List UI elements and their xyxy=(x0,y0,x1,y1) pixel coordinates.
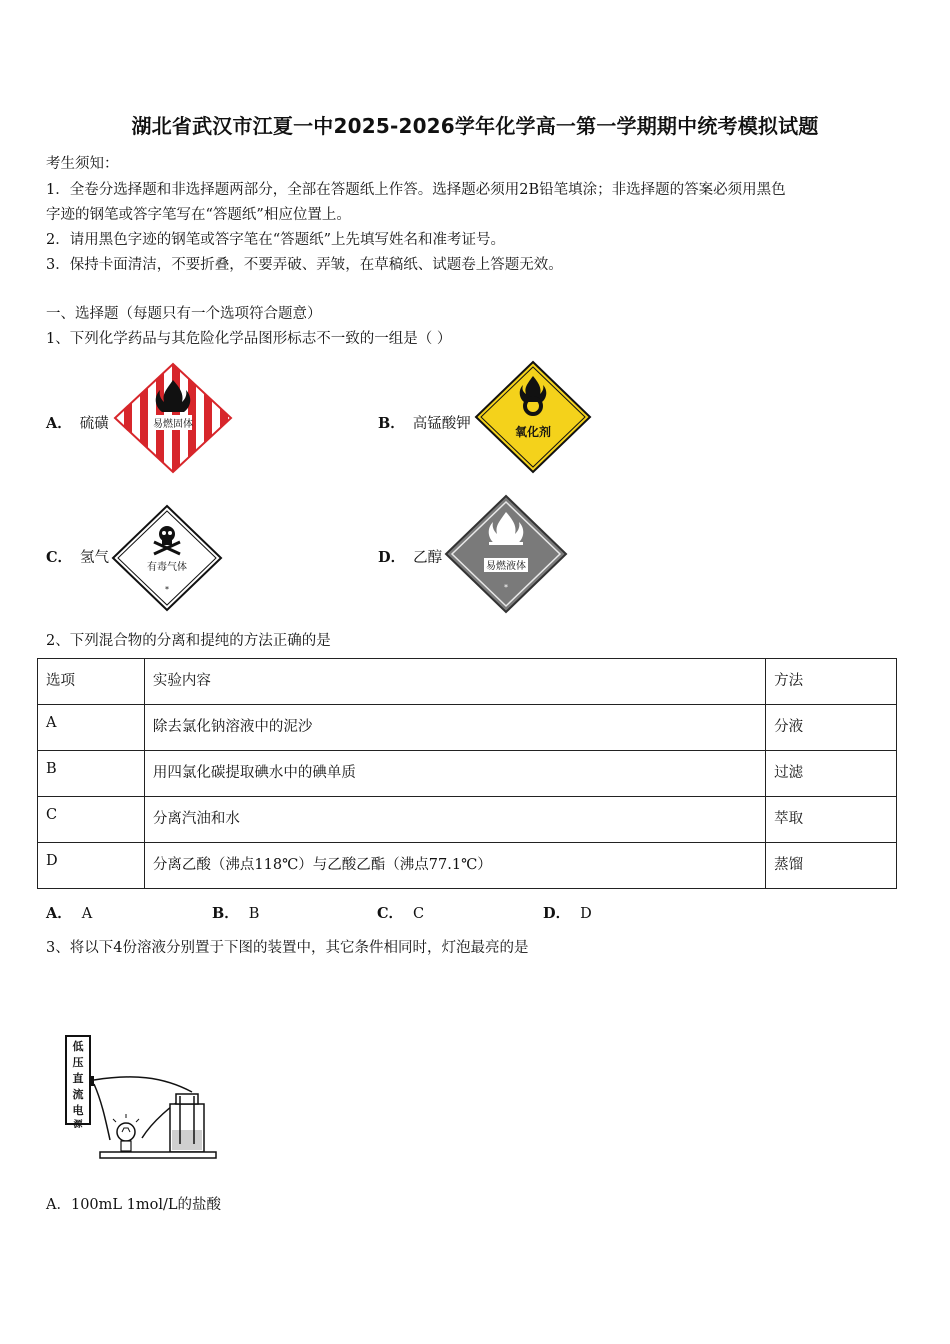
page-title: 湖北省武汉市江夏一中2025-2026学年化学高一第一学期期中统考模拟试题 xyxy=(131,114,819,138)
q2-answer-b-text: B xyxy=(248,906,260,922)
q2-answer-d-text: D xyxy=(580,906,592,922)
q2-answer-c-letter: C． xyxy=(377,905,404,922)
notice-heading: 考生须知： xyxy=(46,156,119,172)
q1-option-c xyxy=(46,546,109,567)
q1-option-c-text: 氢气 xyxy=(80,550,110,566)
oxidizer-sign-icon xyxy=(474,360,592,474)
q3-stem: 3、将以下4份溶液分别置于下图的装置中，其它条件相同时，灯泡最亮的是 xyxy=(46,940,529,956)
table-cell: 萃取 xyxy=(766,797,897,843)
q2-answer-d-letter: D． xyxy=(543,905,571,922)
q2-answer-a xyxy=(46,902,92,923)
q1-option-d xyxy=(378,546,442,567)
svg-text:源: 源 xyxy=(73,1120,83,1130)
svg-text:电: 电 xyxy=(72,1104,84,1117)
q2-answer-b xyxy=(212,902,259,923)
q2-answer-d xyxy=(543,902,592,923)
table-row xyxy=(38,843,897,889)
notice-item-3: 3．保持卡面清洁，不要折叠，不要弄破、弄皱，在草稿纸、试题卷上答题无效。 xyxy=(46,257,563,273)
notice-item-2: 2．请用黑色字迹的钢笔或答字笔在“答题纸”上先填写姓名和准考证号。 xyxy=(46,232,506,248)
conductivity-apparatus-icon xyxy=(62,1032,246,1170)
q1-option-d-letter: D． xyxy=(378,549,406,566)
table-cell: 除去氯化钠溶液中的泥沙 xyxy=(144,705,765,751)
table-cell: C xyxy=(38,797,145,843)
q1-option-b-text: 高锰酸钾 xyxy=(412,416,471,432)
table-header-cell: 实验内容 xyxy=(144,659,765,705)
sign-d-text: 易燃液体 xyxy=(486,561,526,572)
notice-item-1: 1．全卷分选择题和非选择题两部分，全部在答题纸上作答。选择题必须用2B铅笔填涂；非选择题的答案必须用黑色 xyxy=(46,182,786,198)
table-cell: 过滤 xyxy=(766,751,897,797)
flammable-solid-sign-icon xyxy=(112,362,234,474)
table-header-cell: 方法 xyxy=(766,659,897,705)
sign-a-text: 易燃固体 xyxy=(153,419,193,430)
q1-option-a xyxy=(46,412,109,433)
q2-answer-a-text: A xyxy=(81,906,93,922)
q3-option-a: A．100mL 1mol/L的盐酸 xyxy=(46,1197,221,1213)
q1-stem: 1、下列化学药品与其危险化学品图形标志不一致的一组是（ ） xyxy=(46,331,452,347)
sign-b-text: 氧化剂 xyxy=(514,425,552,439)
notice-item-1-cont: 字迹的钢笔或答字笔写在“答题纸”相应位置上。 xyxy=(46,207,351,223)
table-row xyxy=(38,751,897,797)
svg-text:低: 低 xyxy=(72,1040,84,1053)
table-cell: D xyxy=(38,843,145,889)
sign-c-text: 有毒气体 xyxy=(147,562,187,573)
toxic-gas-sign-icon xyxy=(110,504,224,612)
svg-text:直: 直 xyxy=(72,1072,84,1085)
q2-answer-c-text: C xyxy=(413,906,425,922)
table-cell: 分离汽油和水 xyxy=(144,797,765,843)
q1-option-d-text: 乙醇 xyxy=(413,550,443,566)
svg-text:流: 流 xyxy=(72,1088,84,1101)
q2-table xyxy=(37,658,897,889)
table-row xyxy=(38,705,897,751)
q2-answer-c xyxy=(377,902,424,923)
q2-answer-b-letter: B． xyxy=(212,905,239,922)
q2-stem: 2、下列混合物的分离和提纯的方法正确的是 xyxy=(46,633,331,649)
q1-option-c-letter: C． xyxy=(46,549,73,566)
table-cell: 分液 xyxy=(766,705,897,751)
q1-option-b xyxy=(378,412,471,433)
table-row xyxy=(38,797,897,843)
svg-text:*: * xyxy=(504,583,508,592)
table-cell: B xyxy=(38,751,145,797)
q1-option-a-text: 硫磺 xyxy=(79,416,109,432)
table-cell: 分离乙酸（沸点118℃）与乙酸乙酯（沸点77.1℃） xyxy=(144,843,765,889)
table-header-row xyxy=(38,659,897,705)
table-cell: A xyxy=(38,705,145,751)
q1-option-a-letter: A． xyxy=(46,415,72,432)
table-header-cell: 选项 xyxy=(38,659,145,705)
q1-option-b-letter: B． xyxy=(378,415,405,432)
section-heading: 一、选择题（每题只有一个选项符合题意） xyxy=(46,306,322,322)
svg-text:压: 压 xyxy=(72,1056,84,1069)
flammable-liquid-sign-icon xyxy=(443,494,569,614)
q2-answer-a-letter: A． xyxy=(46,905,72,922)
svg-text:*: * xyxy=(165,585,169,594)
table-cell: 蒸馏 xyxy=(766,843,897,889)
table-cell: 用四氯化碳提取碘水中的碘单质 xyxy=(144,751,765,797)
